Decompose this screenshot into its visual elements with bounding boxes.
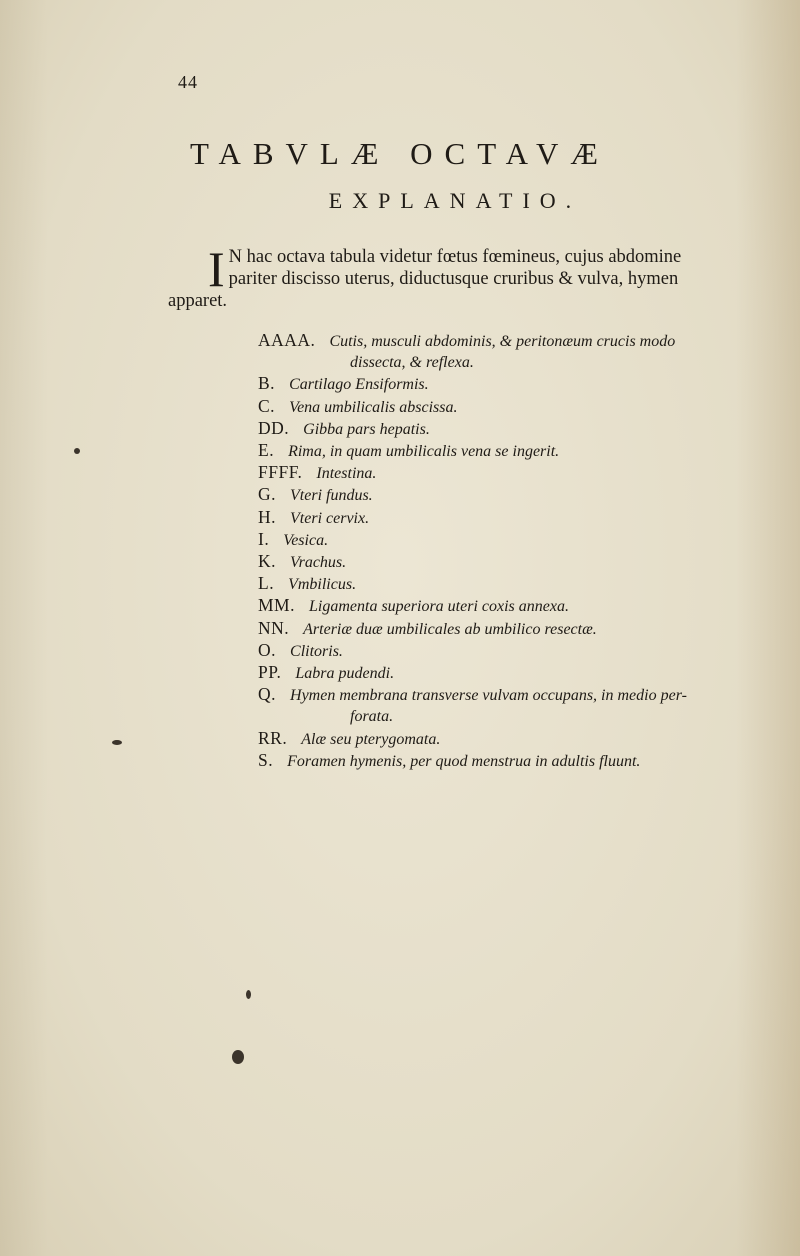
legend-description: Cutis, musculi abdominis, & peritonæum crucis modo	[329, 333, 676, 350]
legend-key: E.	[258, 440, 275, 461]
legend-key: S.	[258, 749, 274, 770]
ink-speck	[112, 740, 122, 745]
legend-continuation: dissecta, & reflexa.	[350, 354, 474, 372]
legend-row	[258, 484, 748, 506]
legend-key: C.	[258, 395, 276, 416]
legend-key: NN.	[258, 617, 290, 638]
legend-description: Vesica.	[283, 531, 329, 549]
legend-description: Ligamenta superiora uteri coxis annexa.	[309, 598, 569, 616]
legend-row	[258, 330, 748, 352]
legend-key: O.	[258, 639, 277, 660]
legend-description: Hymen membrana transverse vulvam occupans, in medio per-	[290, 687, 687, 705]
legend-row	[258, 662, 748, 684]
legend-description: Rima, in quam umbilicalis vena se ingerit.	[288, 443, 560, 461]
legend-description: Foramen hymenis, per quod menstrua in adultis fluunt.	[287, 752, 641, 770]
legend-row	[258, 640, 748, 662]
dropcap: I	[208, 241, 225, 297]
legend-row	[258, 462, 748, 484]
legend-row	[258, 595, 748, 617]
intro-paragraph	[168, 241, 728, 312]
legend-row	[258, 418, 748, 440]
legend-row	[258, 618, 748, 640]
legend-row	[258, 750, 748, 772]
legend-row	[258, 573, 748, 595]
legend-description: Vmbilicus.	[288, 576, 357, 594]
intro-line: apparet.	[168, 291, 228, 311]
legend-key: I.	[258, 528, 270, 549]
legend-key: FFFF.	[258, 462, 303, 483]
legend-key: B.	[258, 373, 276, 394]
legend-continuation: forata.	[350, 708, 394, 726]
page-title: TABVLÆ OCTAVÆ	[189, 136, 610, 171]
legend-description: Vteri cervix.	[290, 509, 370, 527]
legend-key: L.	[258, 573, 275, 594]
ink-speck	[246, 990, 251, 999]
intro-line: pariter discisso uterus, diductusque cruribus & vulva, hymen	[228, 269, 679, 289]
legend-description: Arteriæ duæ umbilicales ab umbilico resectæ.	[303, 620, 597, 638]
legend-key: PP.	[258, 662, 282, 683]
legend-key: RR.	[258, 727, 288, 748]
legend-key: DD.	[258, 417, 290, 438]
legend-row	[258, 440, 748, 462]
legend-row	[258, 551, 748, 573]
legend-key: H.	[258, 506, 277, 527]
legend-description: Vrachus.	[290, 554, 347, 572]
legend-description: Vena umbilicalis abscissa.	[289, 398, 458, 416]
legend-key: MM.	[258, 595, 295, 616]
legend-row	[258, 728, 748, 750]
legend-row	[258, 507, 748, 529]
legend-description: Gibba pars hepatis.	[303, 420, 430, 438]
page-number: 44	[178, 72, 198, 92]
legend-key: AAAA.	[258, 330, 316, 350]
legend-row	[258, 396, 748, 418]
legend-description: Clitoris.	[290, 642, 343, 660]
legend-row	[258, 684, 748, 706]
legend-description: Alæ seu pterygomata.	[301, 730, 441, 748]
ink-speck	[232, 1050, 244, 1064]
legend-description: Cartilago Ensiformis.	[289, 376, 429, 394]
legend-row	[258, 529, 748, 551]
legend-row	[258, 373, 748, 395]
legend-description: Labra pudendi.	[295, 665, 395, 683]
legend-key: G.	[258, 484, 277, 505]
legend-description: Intestina.	[316, 465, 377, 483]
legend-key: Q.	[258, 684, 277, 705]
ink-speck	[74, 448, 80, 454]
legend-key: K.	[258, 551, 277, 572]
page-subtitle: EXPLANATIO.	[328, 188, 582, 213]
legend-description: Vteri fundus.	[290, 487, 373, 505]
legend-list	[258, 330, 748, 772]
intro-line: N hac octava tabula videtur fœtus fœmineus, cujus abdomine	[228, 247, 682, 267]
